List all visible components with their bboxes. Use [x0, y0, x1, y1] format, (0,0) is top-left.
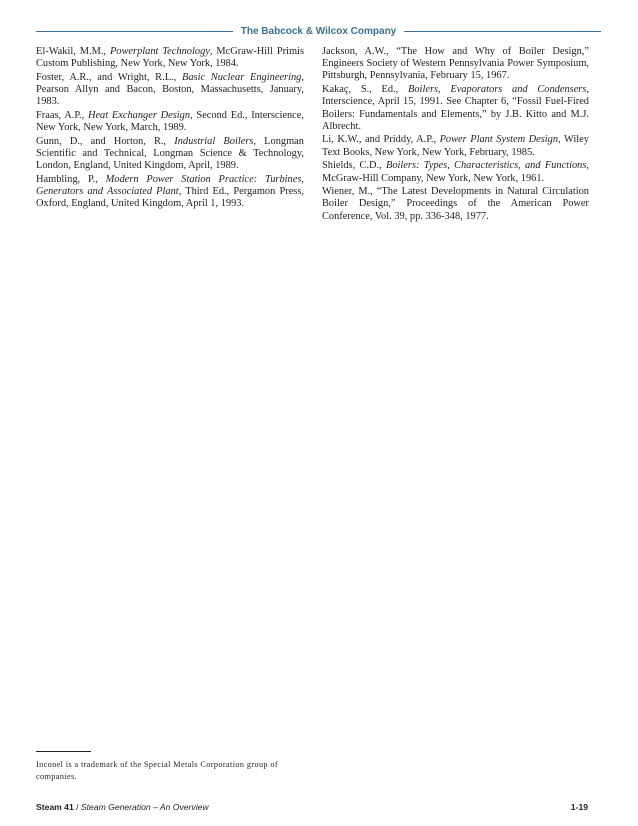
reference-text: Kakaç, S., Ed., [322, 84, 409, 96]
footer-title [36, 802, 209, 812]
reference-entry [322, 46, 589, 83]
reference-text: , Interscience, April 15, 1991. See Chapter 6, “Fossil Fuel-Fired Boilers: Fundamentals and Elements,” by J.B. Kitto and M.J. Albrecht. [322, 84, 590, 132]
reference-text: , McGraw-Hill Primis Custom Publishing, New York, New York, 1984. [36, 46, 304, 70]
page-header [36, 24, 601, 38]
reference-title: Industrial Boilers [174, 135, 254, 147]
reference-title: Powerplant Technology [109, 46, 210, 57]
footer-subtitle: Steam Generation – An Overview [80, 802, 209, 812]
reference-entry [322, 134, 589, 158]
reference-entry [322, 84, 589, 133]
page-number: 1-19 [570, 802, 588, 812]
reference-entry [36, 72, 304, 109]
page-footer [36, 801, 588, 813]
reference-text: Fraas, A.P., [36, 110, 88, 122]
reference-text: , Second Ed., Interscience, New York, New York, March, 1989. [36, 110, 304, 134]
reference-title: Boilers: Types, Characteristics, and Functions [385, 160, 587, 172]
reference-title: Modern Power Station Practice: Turbines, Generators and Associated Plant [36, 174, 304, 198]
reference-text: , Third Ed., Pergamon Press, Oxford, England, United Kingdom, April 1, 1993. [36, 186, 304, 210]
reference-text: El-Wakil, M.M., [36, 46, 110, 57]
reference-text: , Pearson Allyn and Bacon, Boston, Massachusetts, January, 1983. [36, 71, 304, 108]
reference-entry [36, 136, 304, 173]
reference-text: Hambling, P., [36, 174, 106, 186]
reference-text: Foster, A.R., and Wright, R.L., [36, 71, 182, 83]
footnote: Inconel is a trademark of the Special Metals Corporation group of companies. [36, 760, 278, 781]
footer-separator: / [73, 802, 81, 812]
reference-entry [36, 46, 304, 70]
reference-text: , Longman Scientific and Technical, Longman Science & Technology, London, England, United Kingdom, April, 1989. [36, 135, 304, 172]
reference-entry [322, 186, 589, 223]
reference-text: Shields, C.D., [322, 160, 386, 172]
reference-entry [322, 160, 589, 184]
references-right-column [322, 46, 589, 224]
footer-book: Steam 41 [36, 802, 74, 812]
reference-title: Basic Nuclear Engineering [181, 71, 302, 83]
reference-text: Wiener, M., “The Latest Developments in Natural Circulation Boiler Design,” Proceedings of the American Power Conference, Vol. 39, pp. 336-348, 1977. [322, 186, 589, 222]
reference-title: Boilers, Evaporators and Condensers [408, 84, 587, 96]
references-left-column [36, 46, 304, 212]
reference-text: Jackson, A.W., “The How and Why of Boiler Design,” Engineers Society of Western Pennsylvania Power Symposium, Pittsburgh, Pennsylvania, February 15, 1967. [322, 46, 589, 82]
header-rule-left [36, 31, 233, 32]
reference-text: Gunn, D., and Horton, R., [36, 135, 175, 147]
reference-title: Heat Exchanger Design [87, 110, 191, 122]
reference-text: , Wiley Text Books, New York, New York, February, 1985. [322, 134, 589, 158]
footnote-rule [36, 751, 91, 752]
reference-title: Power Plant System Design [439, 134, 559, 146]
header-rule-right [404, 31, 601, 32]
reference-text: , McGraw-Hill Company, New York, New York, 1961. [322, 160, 590, 184]
header-title: The Babcock & Wilcox Company [240, 25, 397, 37]
reference-text: Li, K.W., and Priddy, A.P., [322, 134, 440, 146]
reference-entry [36, 110, 304, 134]
reference-entry [36, 174, 304, 211]
